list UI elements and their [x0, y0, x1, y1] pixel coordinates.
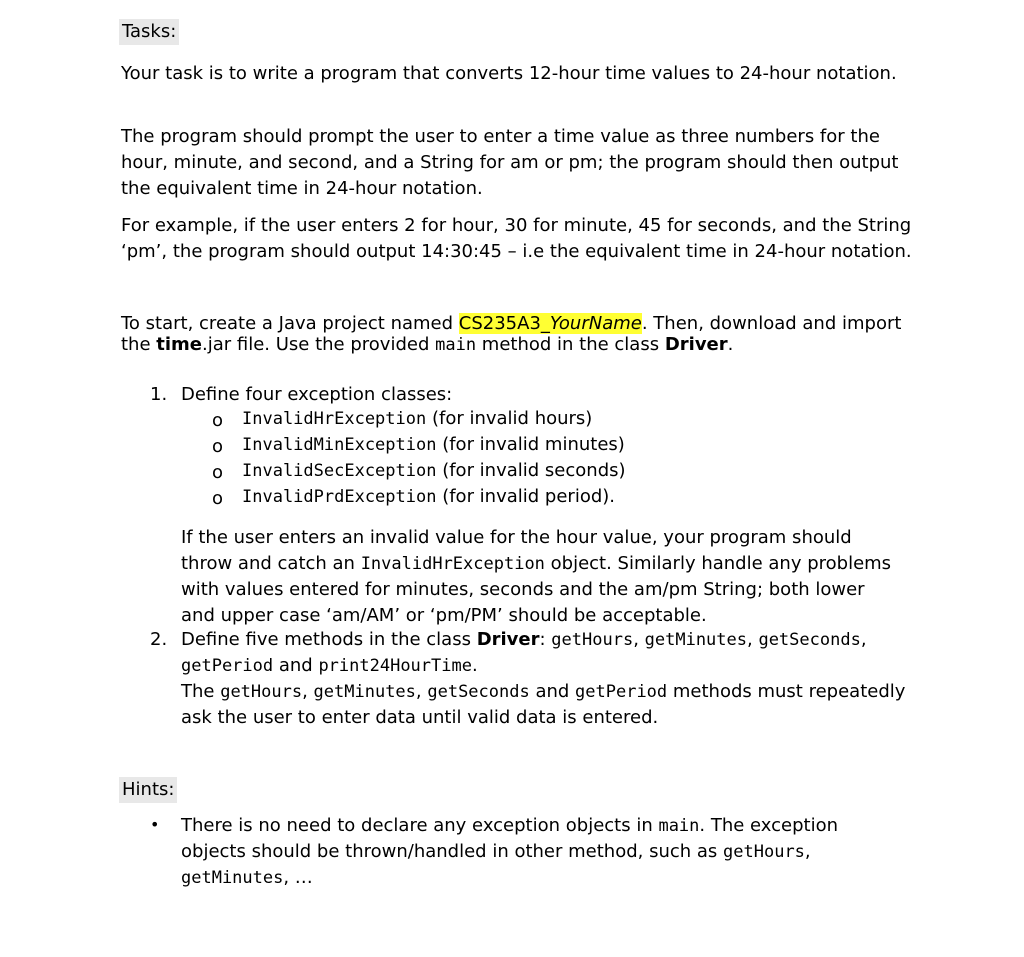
exception-item: InvalidMinException (for invalid minutes) [242, 434, 625, 455]
paragraph-intro: Your task is to write a program that converts 12-hour time values to 24-hour notation. [121, 63, 897, 84]
paragraph-prompt: The program should prompt the user to enter a time value as three numbers for the hour, minute, and second, and a String for am or pm; the program should then output the equivalent time in 24-hour notation. [121, 126, 899, 199]
sub-bullet: o [212, 436, 224, 457]
exception-item: InvalidPrdException (for invalid period). [242, 486, 616, 507]
item1-title: Define four exception classes: [181, 384, 453, 405]
tasks-heading: Tasks: [119, 19, 179, 45]
sub-bullet: o [212, 462, 224, 483]
paragraph-start: To start, create a Java project named CS235A3_YourName. Then, download and import the time.jar file. Use the provided main method in the class Driver. [121, 313, 902, 355]
project-name-highlight: CS235A3_YourName [458, 313, 642, 334]
hint-text: There is no need to declare any exception objects in main. The exception objects should be thrown/handled in other method, such as getHours, getMinutes, … [181, 815, 839, 888]
hints-heading: Hints: [119, 777, 177, 803]
item2-description: Define five methods in the class Driver: getHours, getMinutes, getSeconds, getPeriod and print24HourTime. The getHours, getMinutes, getSeconds and getPeriod methods must repeatedly ask the user to enter data until valid data is entered. [181, 629, 906, 728]
list-number-1: 1. [150, 384, 168, 405]
paragraph-example: For example, if the user enters 2 for hour, 30 for minute, 45 for seconds, and the String ‘pm’, the program should output 14:30:45 – i.e the equivalent time in 24-hour notation. [121, 215, 912, 262]
bullet-dot: • [150, 815, 160, 834]
list-number-2: 2. [150, 629, 168, 650]
sub-bullet: o [212, 488, 224, 509]
exception-item: InvalidSecException (for invalid seconds) [242, 460, 626, 481]
item1-description: If the user enters an invalid value for the hour value, your program should throw and catch an InvalidHrException object. Similarly handle any problems with values entered for minutes, seconds and the am/pm String; both lower and upper case ‘am/AM’ or ‘pm/PM’ should be acceptable. [181, 527, 892, 626]
exception-item: InvalidHrException (for invalid hours) [242, 408, 593, 429]
sub-bullet: o [212, 410, 224, 431]
